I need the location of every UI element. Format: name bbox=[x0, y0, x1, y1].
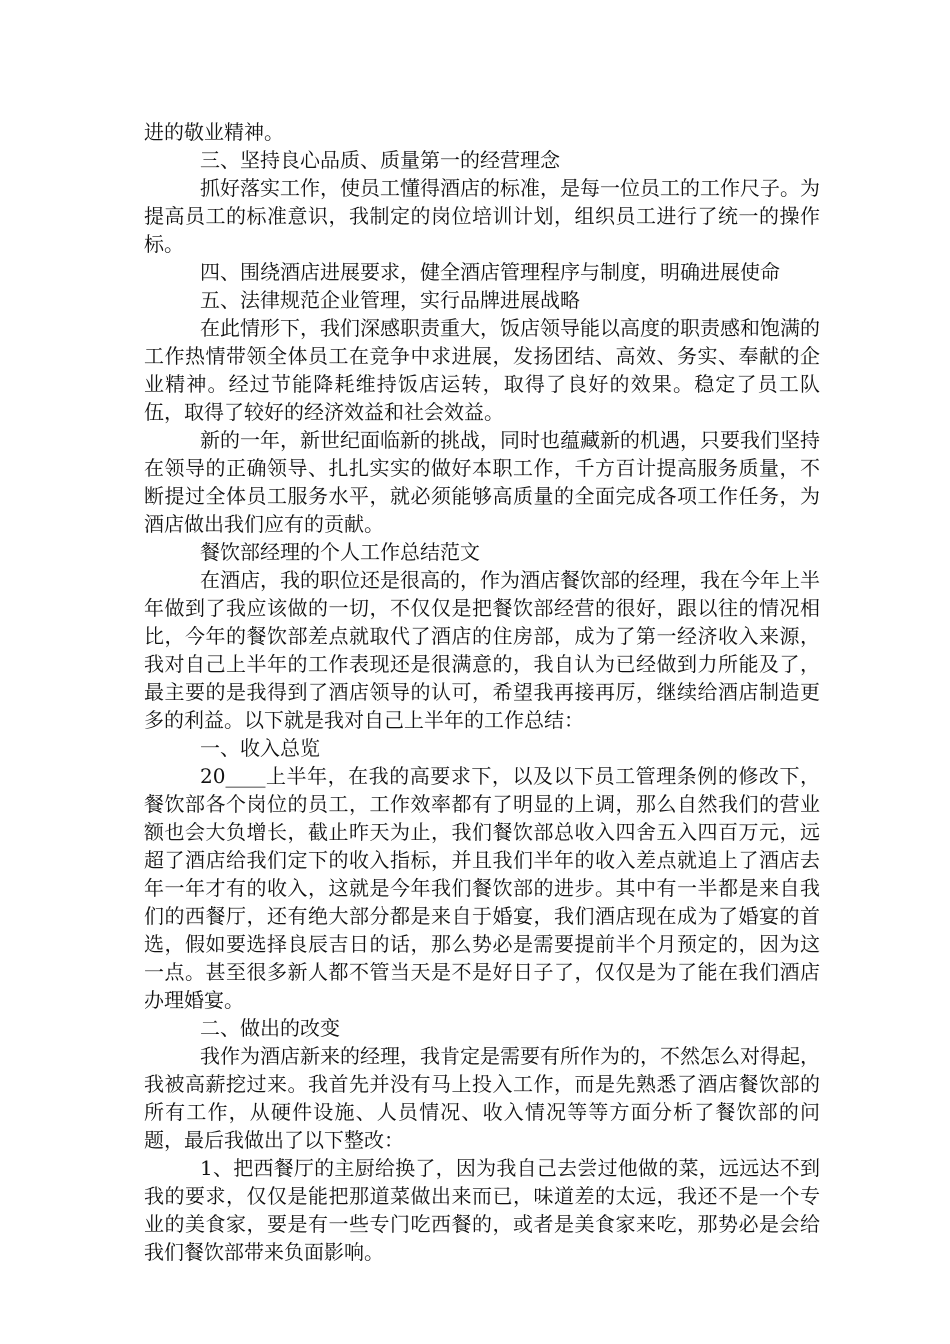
paragraph-continuation: 进的敬业精神。 bbox=[144, 120, 284, 144]
paragraph: 我作为酒店新来的经理，我肯定是需要有所作为的，不然怎么对得起，我被高薪挖过来。我首先并没有马上投入工作，而是先熟悉了酒店餐饮部的所有工作，从硬件设施、人员情况、收入情况等等方面分析了餐饮部的问题，最后我做出了以下整改： bbox=[144, 1044, 820, 1152]
paragraph: 新的一年，新世纪面临新的挑战，同时也蕴藏新的机遇，只要我们坚持在领导的正确领导、扎扎实实的做好本职工作，千方百计提高服务质量，不断提过全体员工服务水平，就必须能够高质量的全面完成各项工作任务，为酒店做出我们应有的贡献。 bbox=[144, 428, 820, 536]
list-item: 1、把西餐厅的主厨给换了，因为我自己去尝过他做的菜，远远达不到我的要求，仅仅是能把那道菜做出来而已，味道差的太远，我还不是一个专业的美食家，要是有一些专门吃西餐的，或者是美食家来吃，那势必是会给我们餐饮部带来负面影响。 bbox=[144, 1156, 820, 1264]
paragraph: 抓好落实工作，使员工懂得酒店的标准，是每一位员工的工作尺子。为提高员工的标准意识，我制定的岗位培训计划，组织员工进行了统一的操作标。 bbox=[144, 176, 820, 256]
section-heading-1: 一、收入总览 bbox=[200, 736, 320, 760]
section-heading-4: 四、围绕酒店进展要求，健全酒店管理程序与制度，明确进展使命 bbox=[200, 260, 780, 284]
document-body bbox=[144, 118, 820, 1266]
paragraph: 在酒店，我的职位还是很高的，作为酒店餐饮部的经理，我在今年上半年做到了我应该做的一切，不仅仅是把餐饮部经营的很好，跟以往的情况相比，今年的餐饮部差点就取代了酒店的住房部，成为了第一经济收入来源，我对自己上半年的工作表现还是很满意的，我自认为已经做到力所能及了，最主要的是我得到了酒店领导的认可，希望我再接再厉，继续给酒店制造更多的利益。以下就是我对自己上半年的工作总结： bbox=[144, 568, 820, 732]
paragraph: 在此情形下，我们深感职责重大，饭店领导能以高度的职责感和饱满的工作热情带领全体员工在竞争中求进展，发扬团结、高效、务实、奉献的企业精神。经过节能降耗维持饭店运转，取得了良好的效果。稳定了员工队伍，取得了较好的经济效益和社会效益。 bbox=[144, 316, 820, 424]
article-title: 餐饮部经理的个人工作总结范文 bbox=[200, 540, 480, 564]
paragraph: 20____上半年，在我的高要求下，以及以下员工管理条例的修改下，餐饮部各个岗位的员工，工作效率都有了明显的上调，那么自然我们的营业额也会大负增长，截止昨天为止，我们餐饮部总收入四舍五入四百万元，远超了酒店给我们定下的收入指标，并且我们半年的收入差点就追上了酒店去年一年才有的收入，这就是今年我们餐饮部的进步。其中有一半都是来自我们的西餐厅，还有绝大部分都是来自于婚宴，我们酒店现在成为了婚宴的首选，假如要选择良辰吉日的话，那么势必是需要提前半个月预定的，因为这一点。甚至很多新人都不管当天是不是好日子了，仅仅是为了能在我们酒店办理婚宴。 bbox=[144, 764, 820, 1012]
section-heading-3: 三、坚持良心品质、质量第一的经营理念 bbox=[200, 148, 560, 172]
section-heading-2: 二、做出的改变 bbox=[200, 1016, 340, 1040]
section-heading-5: 五、法律规范企业管理，实行品牌进展战略 bbox=[200, 288, 580, 312]
